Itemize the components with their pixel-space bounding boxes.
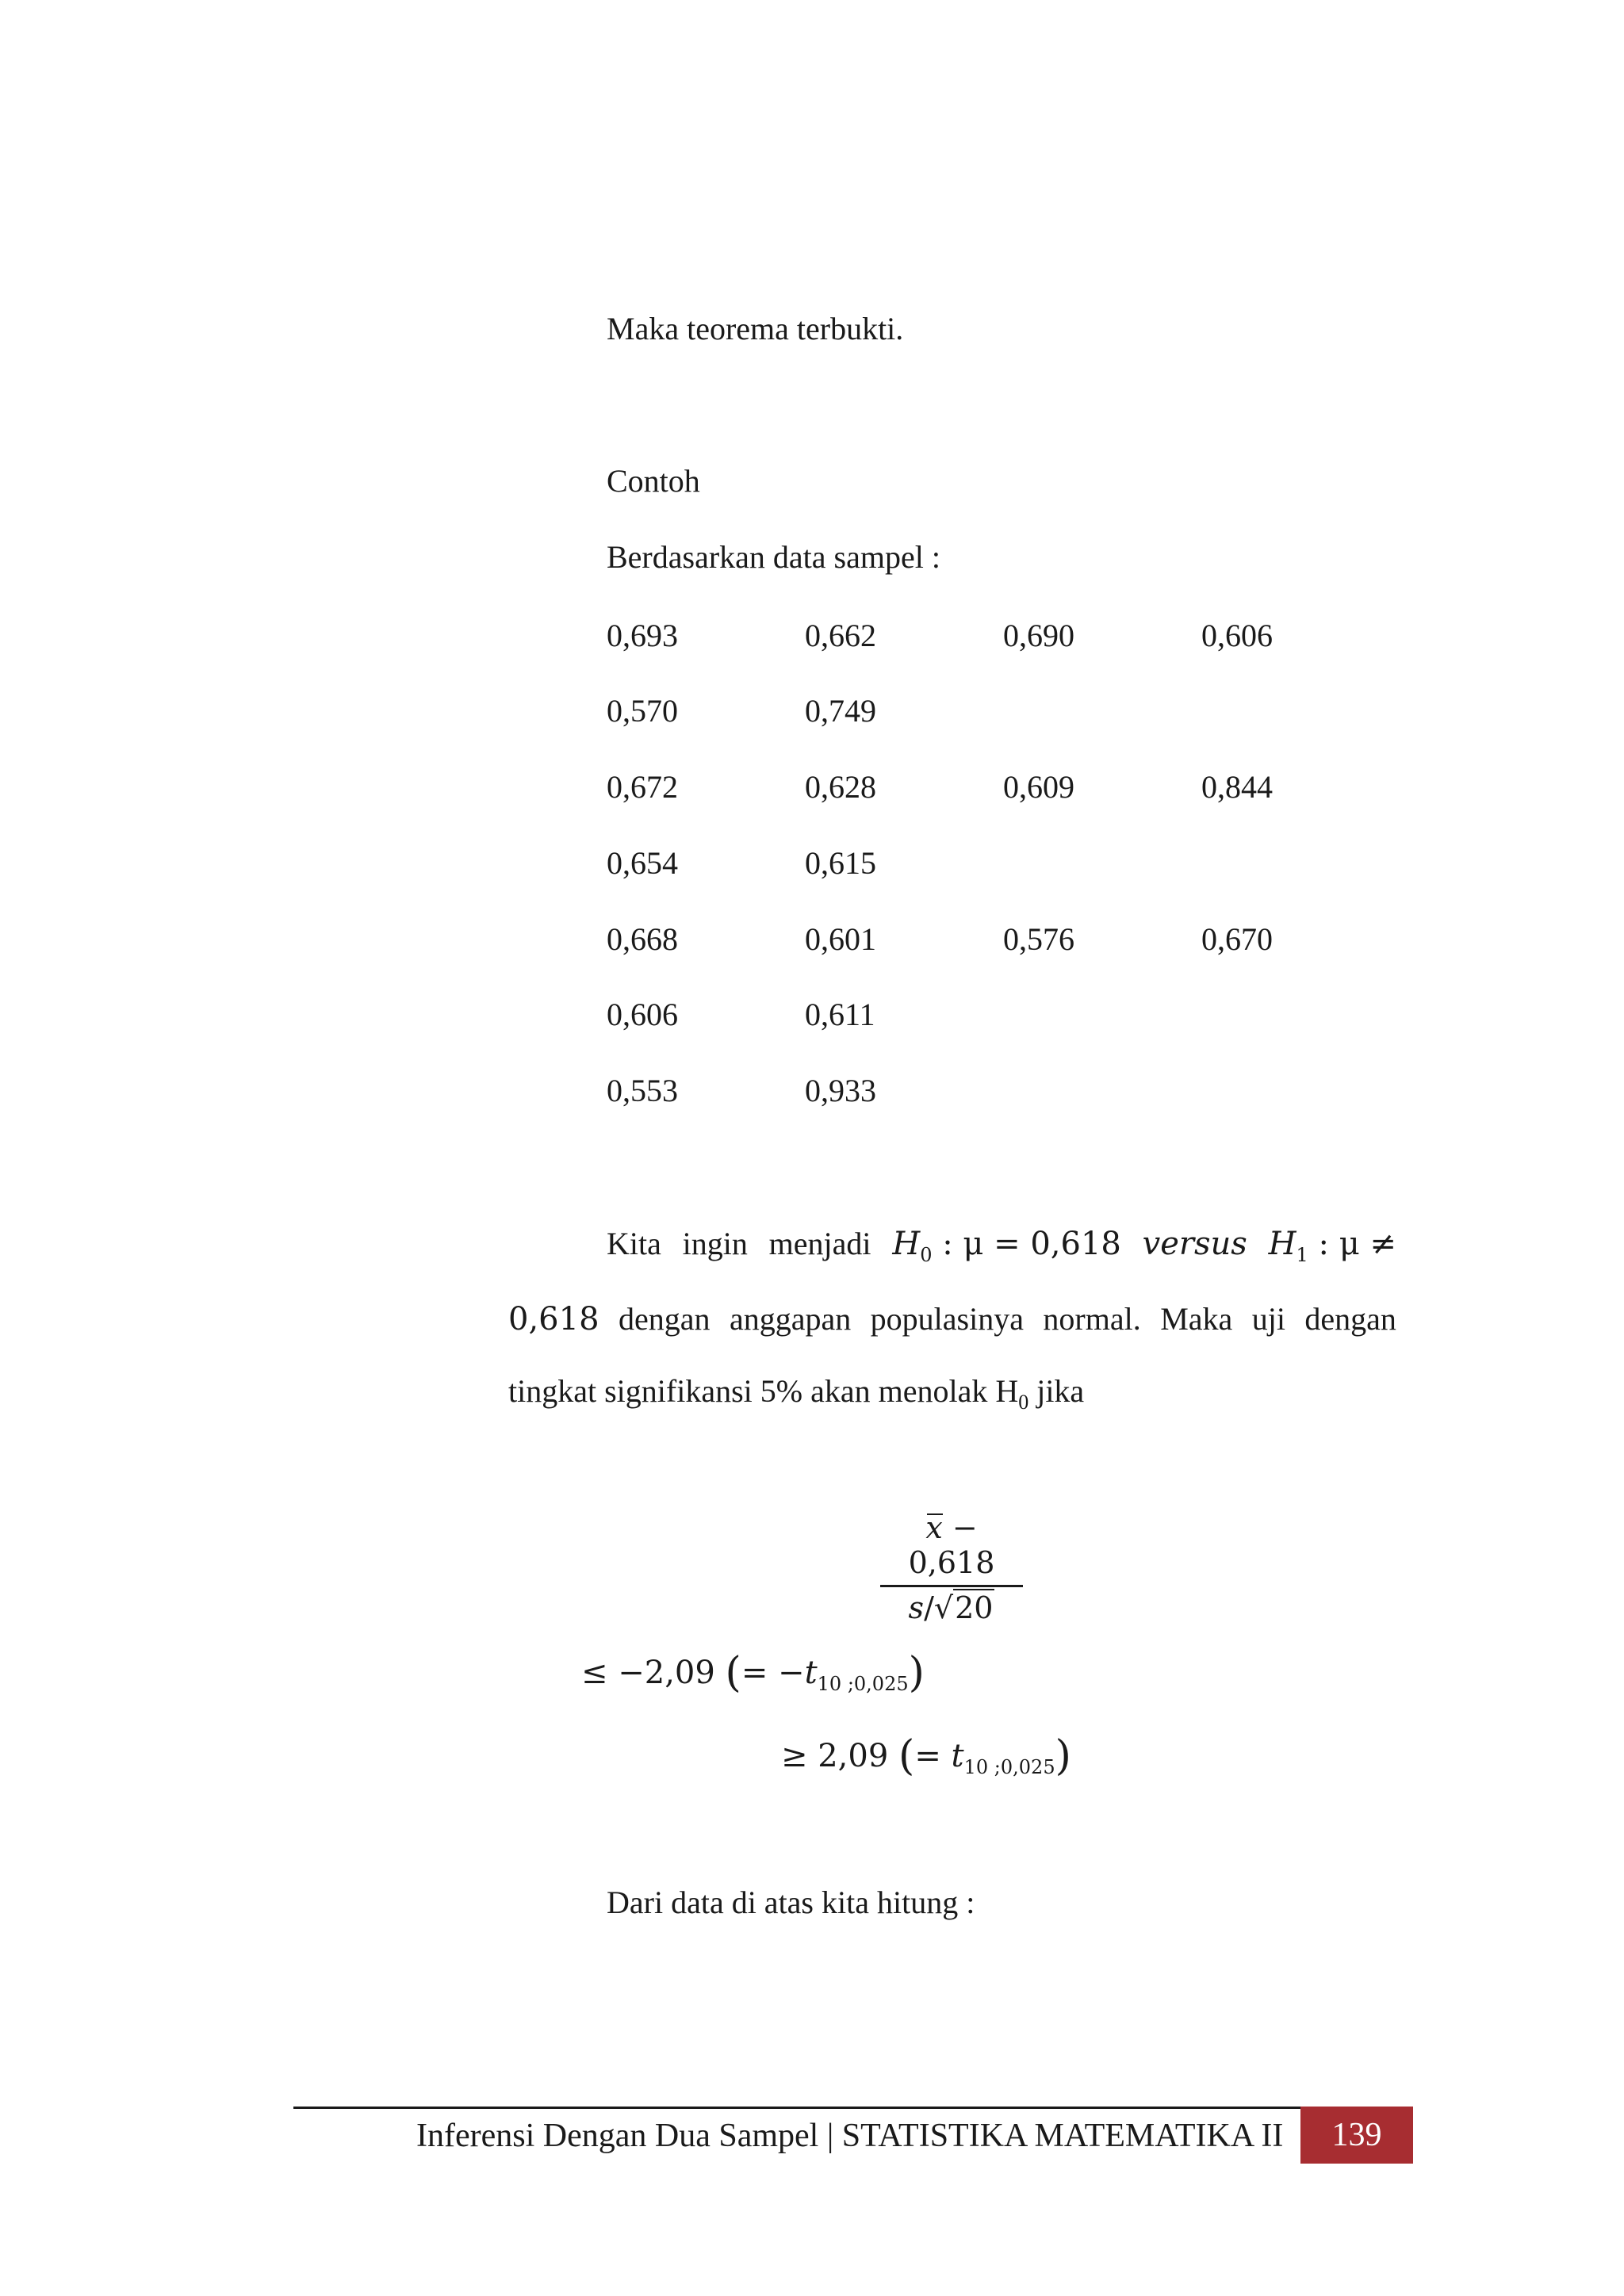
lower-critical-inequality: ≤ −2,09 (= $-t_{10 ;0,025}$)	[581, 1649, 925, 1697]
table-cell: 0,628	[805, 769, 876, 805]
fraction-denominator: s/√20	[908, 1590, 994, 1625]
table-cell: 0,672	[607, 769, 678, 805]
table-cell: 0,662	[805, 618, 876, 653]
table-cell: 0,844	[1201, 769, 1273, 805]
table-cell: 0,606	[1201, 618, 1273, 653]
table-cell: 0,749	[805, 693, 876, 729]
upper-critical-inequality: ≥ 2,09 (= $t_{10 ;0,025}$)	[781, 1732, 1071, 1780]
footer-rule	[293, 2107, 1411, 2109]
word: normal.	[1043, 1301, 1141, 1337]
table-cell: 0,668	[607, 921, 678, 957]
word: populasinya	[870, 1301, 1024, 1337]
word: uji	[1251, 1301, 1285, 1337]
word: Kita	[607, 1226, 661, 1261]
page-number-badge: 139	[1300, 2107, 1413, 2164]
footer-title: Inferensi Dengan Dua Sampel | STATISTIKA MATEMATIKA II	[416, 2118, 1284, 2154]
table-cell: 0,670	[1201, 921, 1273, 957]
test-statistic-fraction	[880, 1510, 1023, 1625]
table-cell: 0,611	[805, 997, 875, 1032]
table-cell: 0,933	[805, 1073, 876, 1108]
word: dengan	[618, 1301, 710, 1337]
table-cell: 0,615	[805, 845, 876, 881]
table-cell: 0,606	[607, 997, 678, 1032]
data-intro: Berdasarkan data sampel :	[607, 539, 940, 575]
hypothesis-value: 0,618	[508, 1301, 599, 1337]
hypothesis-line-1	[607, 1225, 1396, 1266]
hypothesis-line-3: tingkat signifikansi 5% akan menolak $H_0$ jika	[508, 1373, 1085, 1414]
table-cell: 0,654	[607, 845, 678, 881]
word: Maka	[1160, 1301, 1233, 1337]
table-cell: 0,570	[607, 693, 678, 729]
fraction-numerator: x − 0,618	[908, 1510, 995, 1580]
table-cell: 0,690	[1003, 618, 1074, 653]
word: ingin	[682, 1226, 748, 1261]
paragraph-compute: Dari data di atas kita hitung :	[607, 1885, 975, 1920]
paragraph-conclusion: Maka teorema terbukti.	[607, 311, 904, 346]
table-cell: 0,553	[607, 1073, 678, 1108]
hypothesis-line-2	[508, 1300, 1396, 1337]
table-cell: 0,609	[1003, 769, 1074, 805]
table-cell: 0,693	[607, 618, 678, 653]
alternative-hypothesis: $H_1$ : μ ≠	[1268, 1226, 1396, 1266]
word: menjadi	[768, 1226, 871, 1261]
versus-word: versus	[1142, 1226, 1247, 1262]
example-heading: Contoh	[607, 463, 700, 499]
word: dengan	[1304, 1301, 1396, 1337]
word: anggapan	[729, 1301, 852, 1337]
table-cell: 0,601	[805, 921, 876, 957]
table-cell: 0,576	[1003, 921, 1074, 957]
null-hypothesis: $H_0$ : μ = 0,618	[892, 1226, 1121, 1266]
